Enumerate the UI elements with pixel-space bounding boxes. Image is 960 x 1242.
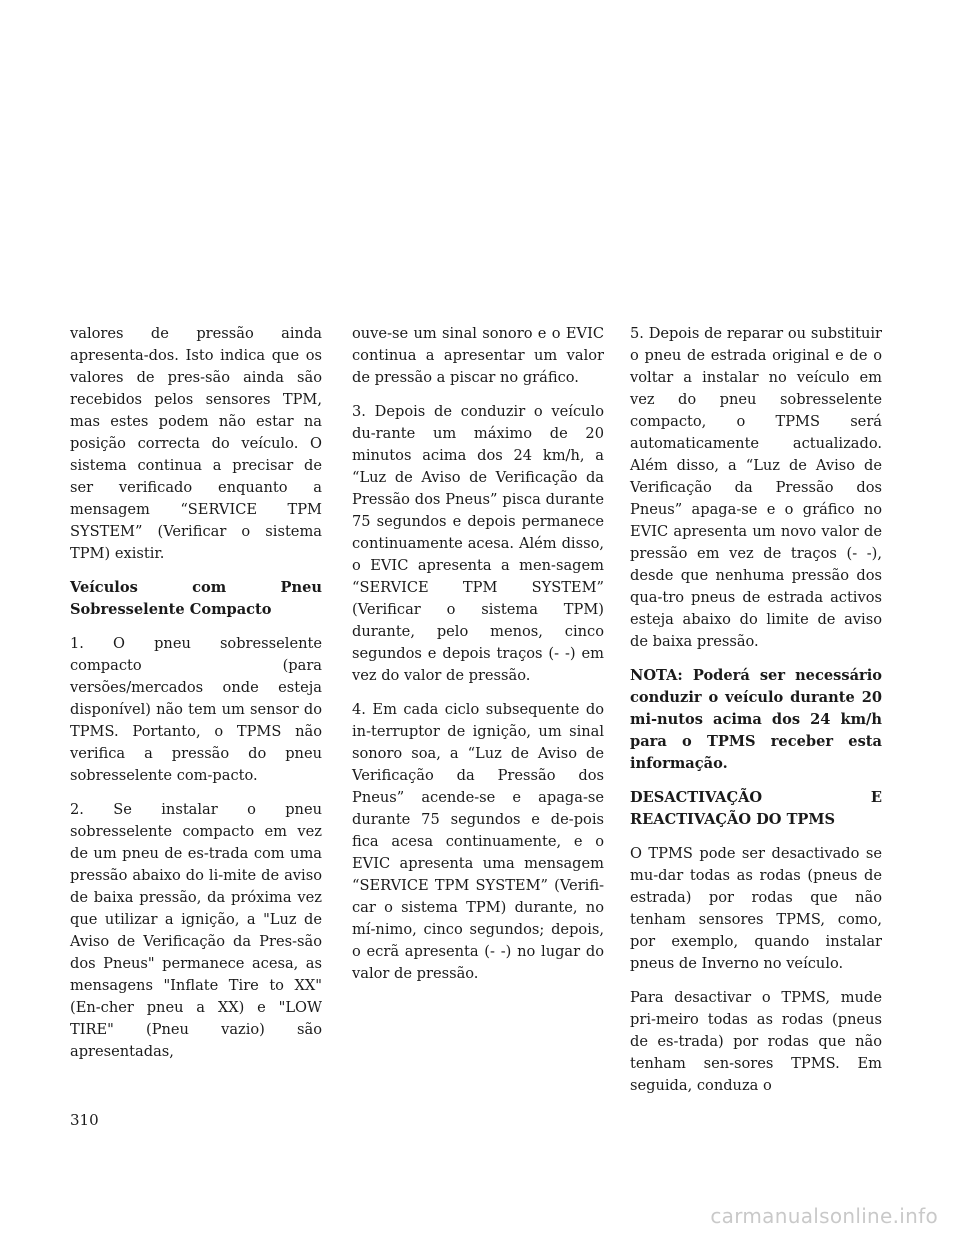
paragraph: 4. Em cada ciclo subsequente do in-terruptor de ignição, um sinal sonoro soa, a “Luz de Aviso de Verificação da Pressão dos Pneus” acende-se e apaga-se durante 75 segundos e de-pois fica acesa continuamente, e o EVIC apresenta uma mensagem “SERVICE TPM SYSTEM” (Verifi-car o sistema TPM) durante, no mí-nimo, cinco segundos; depois, o ecrã apresenta (- -) no lugar do valor de pressão. bbox=[352, 701, 604, 982]
text-column-1 bbox=[70, 323, 322, 1075]
text-column-3 bbox=[630, 323, 882, 1109]
paragraph: 3. Depois de conduzir o veículo du-rante um máximo de 20 minutos acima dos 24 km/h, a “Luz de Aviso de Verificação da Pressão dos Pneus” pisca durante 75 segundos e depois permanece continuamente acesa. Além disso, o EVIC apresenta a men-sagem “SERVICE TPM SYSTEM” (Verificar o sistema TPM) durante, pelo menos, cinco segundos e depois traços (- -) em vez do valor de pressão. bbox=[352, 403, 604, 684]
page-number: 310 bbox=[70, 1111, 99, 1129]
section-heading-compact-spare: Veículos com Pneu Sobresselente Compacto bbox=[70, 579, 322, 618]
paragraph: Para desactivar o TPMS, mude pri-meiro todas as rodas (pneus de es-trada) por rodas que não tenham sen-sores TPMS. Em seguida, conduza o bbox=[630, 989, 882, 1094]
paragraph: valores de pressão ainda apresenta-dos. Isto indica que os valores de pres-são ainda são recebidos pelos sensores TPM, mas estes podem não estar na posição correcta do veículo. O sistema continua a precisar de ser verificado enquanto a mensagem “SERVICE TPM SYSTEM” (Verificar o sistema TPM) existir. bbox=[70, 325, 322, 562]
paragraph: O TPMS pode ser desactivado se mu-dar todas as rodas (pneus de estrada) por rodas que não tenham sensores TPMS, como, por exemplo, quando instalar pneus de Inverno no veículo. bbox=[630, 845, 882, 972]
text-column-2 bbox=[352, 323, 604, 997]
watermark: carmanualsonline.info bbox=[710, 1204, 938, 1228]
note-heading: NOTA: Poderá ser necessário conduzir o veículo durante 20 mi-nutos acima dos 24 km/h para o TPMS receber esta informação. bbox=[630, 667, 882, 772]
paragraph: ouve-se um sinal sonoro e o EVIC continua a apresentar um valor de pressão a piscar no gráfico. bbox=[352, 325, 604, 386]
paragraph: 2. Se instalar o pneu sobresselente compacto em vez de um pneu de es-trada com uma pressão abaixo do li-mite de aviso de baixa pressão, da próxima vez que utilizar a ignição, a "Luz de Aviso de Verificação da Pres-são dos Pneus" permanece acesa, as mensagens "Inflate Tire to XX" (En-cher pneu a XX) e "LOW TIRE" (Pneu vazio) são apresentadas, bbox=[70, 801, 322, 1060]
paragraph: 5. Depois de reparar ou substituir o pneu de estrada original e de o voltar a instalar no veículo em vez do pneu sobresselente compacto, o TPMS será automaticamente actualizado. Além disso, a “Luz de Aviso de Verificação da Pressão dos Pneus” apaga-se e o gráfico no EVIC apresenta um novo valor de pressão em vez de traços (- -), desde que nenhuma pressão dos qua-tro pneus de estrada activos esteja abaixo do limite de aviso de baixa pressão. bbox=[630, 325, 882, 650]
section-heading-tpms-deactivation: DESACTIVAÇÃO E REACTIVAÇÃO DO TPMS bbox=[630, 789, 882, 828]
paragraph: 1. O pneu sobresselente compacto (para versões/mercados onde esteja disponível) não tem um sensor do TPMS. Portanto, o TPMS não verifica a pressão do pneu sobresselente com-pacto. bbox=[70, 635, 322, 784]
